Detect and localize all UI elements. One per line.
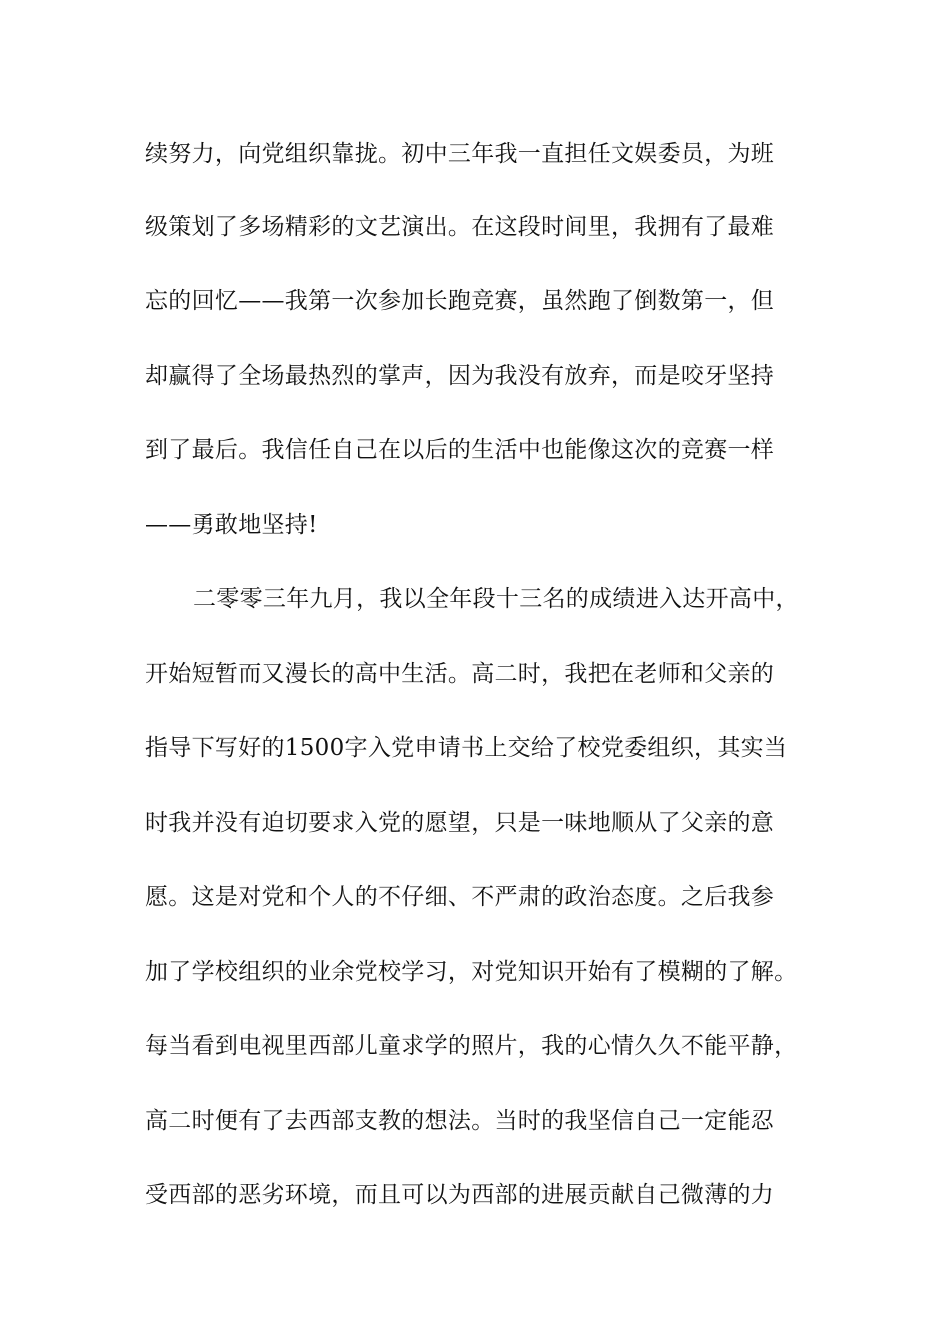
text-line: ——勇敢地坚持! [145,512,318,538]
text-line: 高二时便有了去西部支教的想法。当时的我坚信自己一定能忍 [145,1108,775,1134]
text-line: 到了最后。我信任自己在以后的生活中也能像这次的竞赛一样 [145,437,775,463]
text-line: 加了学校组织的业余党校学习，对党知识开始有了模糊的了解。 [145,959,798,985]
text-line: 忘的回忆——我第一次参加长跑竞赛，虽然跑了倒数第一，但 [145,288,775,314]
text-line: 开始短暂而又漫长的高中生活。高二时，我把在老师和父亲的 [145,661,775,687]
text-line: 级策划了多场精彩的文艺演出。在这段时间里，我拥有了最难 [145,214,775,240]
text-line: 每当看到电视里西部儿童求学的照片，我的心情久久不能平静， [145,1033,798,1059]
text-line: 却赢得了全场最热烈的掌声，因为我没有放弃，而是咬牙坚持 [145,363,775,389]
text-line: 续努力，向党组织靠拢。初中三年我一直担任文娱委员，为班 [145,141,775,167]
text-line: 时我并没有迫切要求入党的愿望，只是一味地顺从了父亲的意 [145,810,775,836]
text-line: 受西部的恶劣环境，而且可以为西部的进展贡献自己微薄的力 [145,1182,775,1208]
paragraph-first-line: 二零零三年九月，我以全年段十三名的成绩进入达开高中， [193,586,799,612]
text-line: 指导下写好的1500字入党申请书上交给了校党委组织，其实当 [145,735,788,761]
text-line: 愿。这是对党和个人的不仔细、不严肃的政治态度。之后我参 [145,884,775,910]
